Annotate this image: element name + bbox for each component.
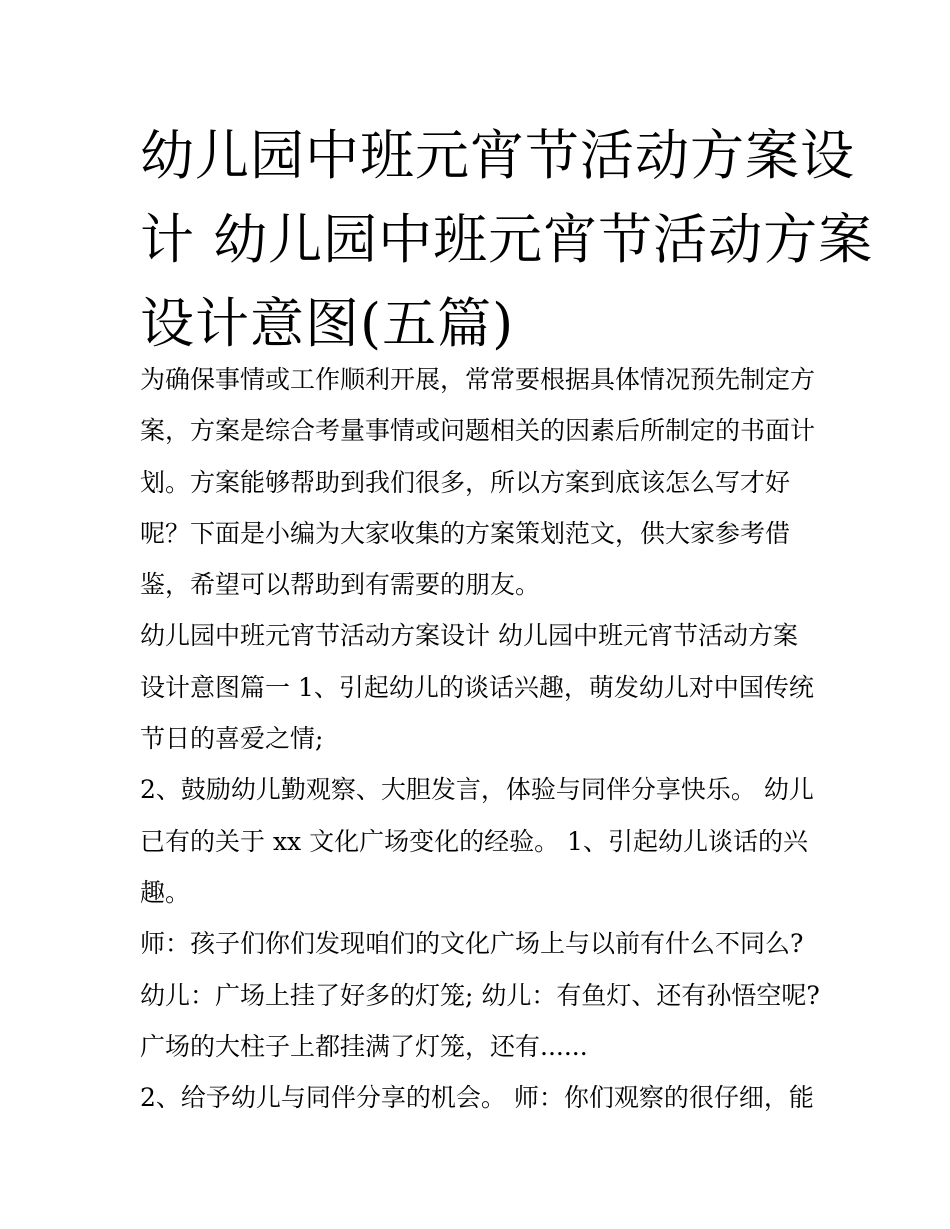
body-line: 师：孩子们你们发现咱们的文化广场上与以前有什么不同么? [140, 929, 804, 959]
body-line: 趣。 [140, 877, 191, 907]
title-line: 计 幼儿园中班元宵节活动方案 [140, 208, 874, 271]
title-line: 设计意图(五篇) [140, 292, 515, 355]
body-line: 节日的喜爱之情; [140, 724, 324, 754]
body-line: 案，方案是综合考量事情或问题相关的因素后所制定的书面计 [140, 416, 816, 446]
body-line: 广场的大柱子上都挂满了灯笼，还有...... [140, 1031, 588, 1061]
body-line: 划。方案能够帮助到我们很多，所以方案到底该怎么写才好 [140, 467, 791, 497]
document-body [140, 354, 830, 1123]
body-line: 为确保事情或工作顺利开展，常常要根据具体情况预先制定方 [140, 365, 816, 394]
body-line: 2、鼓励幼儿勤观察、大胆发言，体验与同伴分享快乐。 幼儿 [140, 775, 814, 805]
body-line: 幼儿园中班元宵节活动方案设计 幼儿园中班元宵节活动方案 [140, 621, 798, 651]
body-line: 设计意图篇一 1、引起幼儿的谈话兴趣，萌发幼儿对中国传统 [140, 672, 814, 702]
body-line: 鉴，希望可以帮助到有需要的朋友。 [140, 570, 541, 600]
document-title [140, 114, 874, 366]
body-line: 呢？下面是小编为大家收集的方案策划范文，供大家参考借 [140, 518, 791, 548]
title-line: 幼儿园中班元宵节活动方案设 [140, 124, 855, 187]
body-line: 幼儿：广场上挂了好多的灯笼; 幼儿：有鱼灯、还有孙悟空呢? [140, 980, 820, 1010]
body-line: 已有的关于 xx 文化广场变化的经验。 1、引起幼儿谈话的兴 [140, 826, 808, 856]
body-line: 2、给予幼儿与同伴分享的机会。 师：你们观察的很仔细，能 [140, 1083, 814, 1113]
